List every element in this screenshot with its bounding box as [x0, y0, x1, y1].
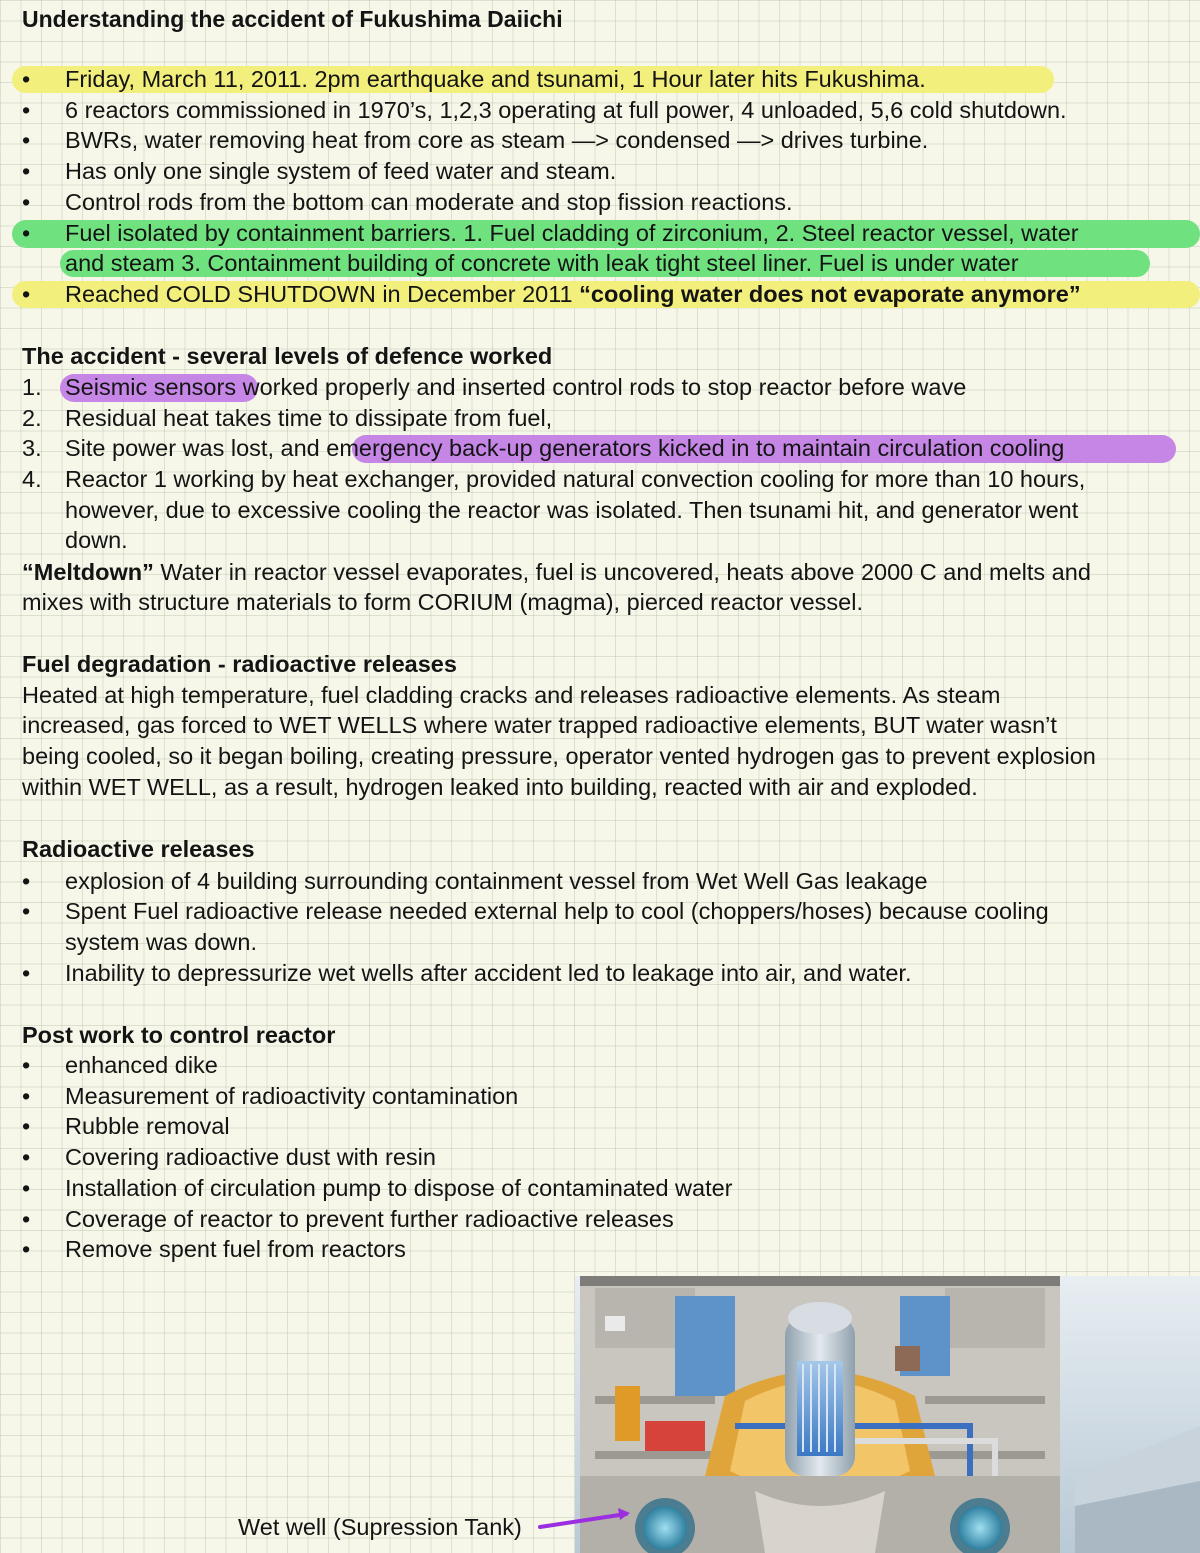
- bullet: •: [22, 960, 31, 986]
- bullet: •: [22, 281, 31, 307]
- list-item-continuation: and steam 3. Containment building of concrete with leak tight steel liner. Fuel is under water: [65, 250, 1019, 276]
- bullet: •: [22, 898, 31, 924]
- section-heading: Fuel degradation - radioactive releases: [22, 651, 457, 677]
- bullet: •: [22, 1083, 31, 1109]
- bullet: •: [22, 127, 31, 153]
- bullet: •: [22, 97, 31, 123]
- bullet: •: [22, 868, 31, 894]
- figure-caption: Wet well (Supression Tank): [238, 1514, 522, 1540]
- meltdown-paragraph: “Meltdown” Water in reactor vessel evaporates, fuel is uncovered, heats above 2000 C and melts and: [22, 559, 1091, 585]
- bullet: •: [22, 1113, 31, 1139]
- reactor-cutaway-graphic: [575, 1276, 1200, 1553]
- section-heading: Post work to control reactor: [22, 1022, 336, 1048]
- bullet: •: [22, 189, 31, 215]
- bullet: •: [22, 1144, 31, 1170]
- paragraph-line: Heated at high temperature, fuel cladding cracks and releases radioactive elements. As steam: [22, 682, 1001, 708]
- reactor-illustration: [575, 1276, 1200, 1553]
- bullet: •: [22, 1236, 31, 1262]
- bullet: •: [22, 1175, 31, 1201]
- list-item-continuation: system was down.: [65, 929, 257, 955]
- numbered-item-continuation: down.: [65, 527, 128, 553]
- caption-arrow: [538, 1500, 633, 1530]
- meltdown-paragraph-line: mixes with structure materials to form CORIUM (magma), pierced reactor vessel.: [22, 589, 863, 615]
- section-heading: Radioactive releases: [22, 836, 255, 862]
- page-title: Understanding the accident of Fukushima Daiichi: [22, 6, 563, 32]
- numbered-item-continuation: however, due to excessive cooling the reactor was isolated. Then tsunami hit, and generator went: [65, 497, 1079, 523]
- section-heading: The accident - several levels of defence worked: [22, 343, 553, 369]
- paragraph-line: within WET WELL, as a result, hydrogen leaked into building, reacted with air and exploded.: [22, 774, 978, 800]
- bullet: •: [22, 66, 31, 92]
- bullet: •: [22, 158, 31, 184]
- paragraph-line: being cooled, so it began boiling, creating pressure, operator vented hydrogen gas to prevent explosion: [22, 743, 1096, 769]
- paragraph-line: increased, gas forced to WET WELLS where water trapped radioactive elements, BUT water wasn’t: [22, 712, 1057, 738]
- bullet: •: [22, 1206, 31, 1232]
- bullet: •: [22, 1052, 31, 1078]
- bullet: •: [22, 220, 31, 246]
